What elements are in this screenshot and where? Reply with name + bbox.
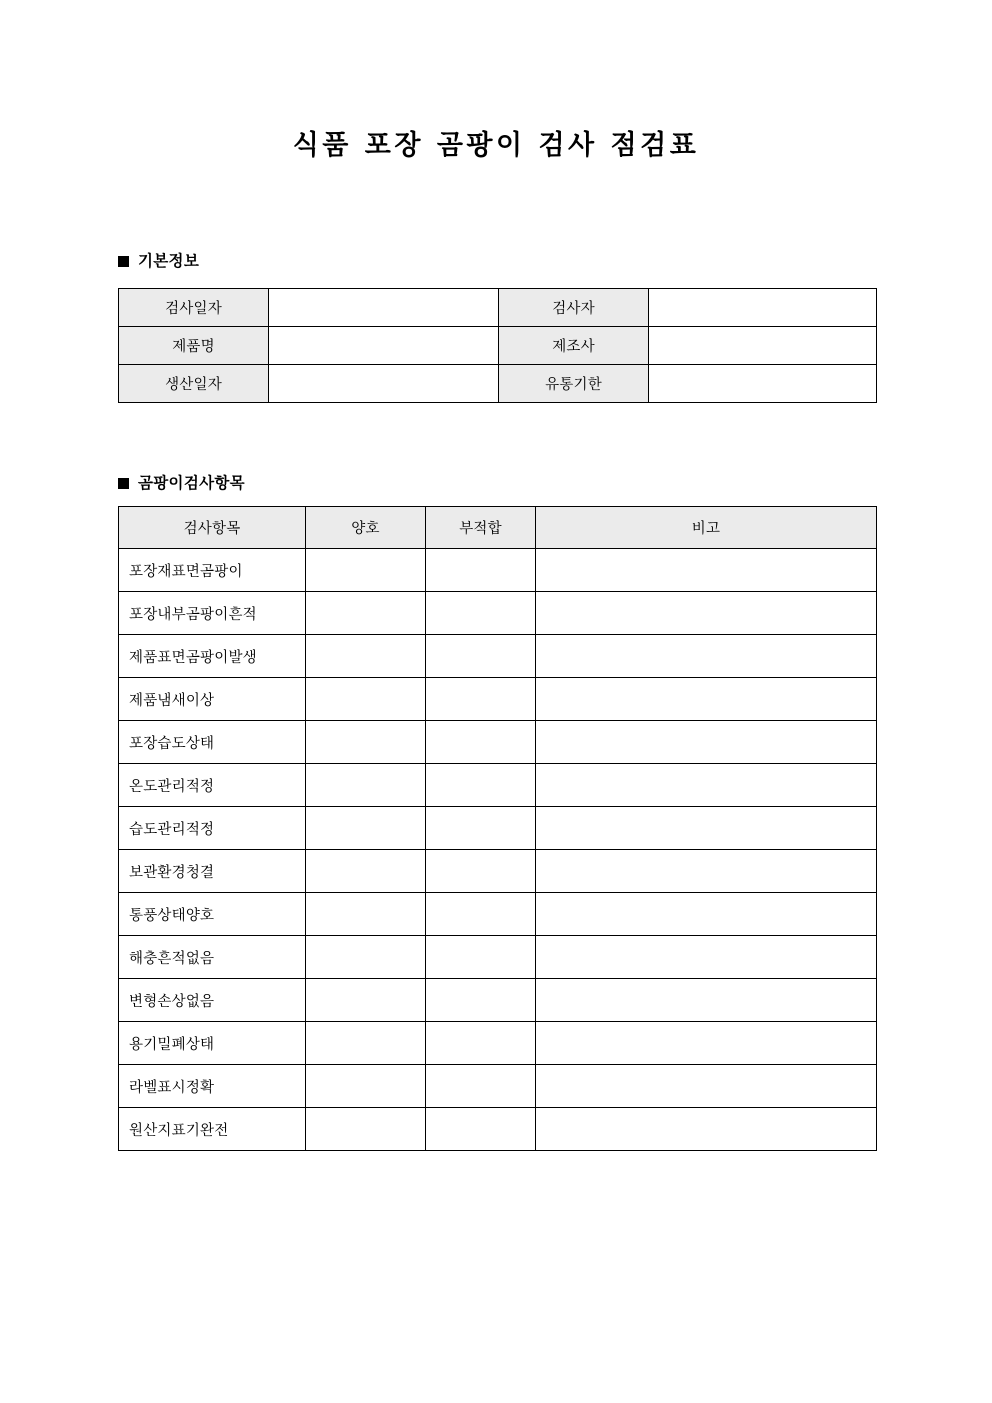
inspection-good-checkbox-cell[interactable]: [306, 635, 426, 678]
inspection-note-cell[interactable]: [536, 1065, 877, 1108]
inspection-note-cell[interactable]: [536, 678, 877, 721]
section-heading-basic-info-label: 기본정보: [138, 252, 200, 270]
inspection-item-label: 포장내부곰팡이흔적: [119, 592, 306, 635]
info-value-inspector[interactable]: [649, 289, 877, 327]
table-header-row: [119, 507, 877, 549]
inspection-note-cell[interactable]: [536, 807, 877, 850]
table-row: [119, 549, 877, 592]
inspection-item-label: 포장습도상태: [119, 721, 306, 764]
column-header-fail: 부적합: [426, 507, 536, 549]
section-heading-inspection-items: [118, 473, 245, 493]
table-row: [119, 592, 877, 635]
inspection-note-cell[interactable]: [536, 592, 877, 635]
inspection-good-checkbox-cell[interactable]: [306, 850, 426, 893]
filled-square-bullet-icon: [118, 478, 129, 489]
inspection-fail-checkbox-cell[interactable]: [426, 678, 536, 721]
inspection-good-checkbox-cell[interactable]: [306, 807, 426, 850]
table-row: [119, 1108, 877, 1151]
info-value-expiry-date[interactable]: [649, 365, 877, 403]
filled-square-bullet-icon: [118, 256, 129, 267]
table-row: [119, 1022, 877, 1065]
inspection-good-checkbox-cell[interactable]: [306, 678, 426, 721]
basic-info-table: [118, 288, 877, 403]
inspection-note-cell[interactable]: [536, 850, 877, 893]
inspection-note-cell[interactable]: [536, 549, 877, 592]
inspection-note-cell[interactable]: [536, 635, 877, 678]
inspection-fail-checkbox-cell[interactable]: [426, 979, 536, 1022]
inspection-note-cell[interactable]: [536, 1022, 877, 1065]
info-value-inspection-date[interactable]: [269, 289, 499, 327]
inspection-item-label: 라벨표시정확: [119, 1065, 306, 1108]
inspection-item-label: 제품냄새이상: [119, 678, 306, 721]
table-row: [119, 327, 877, 365]
inspection-item-label: 습도관리적정: [119, 807, 306, 850]
table-row: [119, 365, 877, 403]
table-row: [119, 936, 877, 979]
inspection-item-label: 변형손상없음: [119, 979, 306, 1022]
inspection-fail-checkbox-cell[interactable]: [426, 764, 536, 807]
table-row: [119, 1065, 877, 1108]
inspection-good-checkbox-cell[interactable]: [306, 893, 426, 936]
table-row: [119, 893, 877, 936]
section-heading-basic-info: [118, 251, 199, 271]
column-header-good: 양호: [306, 507, 426, 549]
info-label-expiry-date: 유통기한: [499, 365, 649, 403]
page-title: 식품 포장 곰팡이 검사 점검표: [292, 130, 700, 161]
inspection-item-label: 해충흔적없음: [119, 936, 306, 979]
inspection-fail-checkbox-cell[interactable]: [426, 592, 536, 635]
table-row: [119, 635, 877, 678]
inspection-note-cell[interactable]: [536, 936, 877, 979]
table-row: [119, 764, 877, 807]
inspection-fail-checkbox-cell[interactable]: [426, 893, 536, 936]
table-row: [119, 678, 877, 721]
table-row: [119, 807, 877, 850]
inspection-item-label: 보관환경청결: [119, 850, 306, 893]
inspection-fail-checkbox-cell[interactable]: [426, 936, 536, 979]
inspection-fail-checkbox-cell[interactable]: [426, 850, 536, 893]
inspection-note-cell[interactable]: [536, 1108, 877, 1151]
inspection-good-checkbox-cell[interactable]: [306, 592, 426, 635]
section-heading-inspection-items-label: 곰팡이검사항목: [138, 474, 245, 492]
inspection-good-checkbox-cell[interactable]: [306, 1022, 426, 1065]
inspection-note-cell[interactable]: [536, 893, 877, 936]
inspection-good-checkbox-cell[interactable]: [306, 721, 426, 764]
inspection-item-label: 원산지표기완전: [119, 1108, 306, 1151]
inspection-item-label: 온도관리적정: [119, 764, 306, 807]
table-row: [119, 850, 877, 893]
inspection-item-label: 제품표면곰팡이발생: [119, 635, 306, 678]
info-value-product-name[interactable]: [269, 327, 499, 365]
info-value-production-date[interactable]: [269, 365, 499, 403]
inspection-fail-checkbox-cell[interactable]: [426, 549, 536, 592]
info-label-production-date: 생산일자: [119, 365, 269, 403]
info-label-inspection-date: 검사일자: [119, 289, 269, 327]
inspection-good-checkbox-cell[interactable]: [306, 764, 426, 807]
inspection-note-cell[interactable]: [536, 764, 877, 807]
table-row: [119, 721, 877, 764]
inspection-good-checkbox-cell[interactable]: [306, 1065, 426, 1108]
inspection-item-label: 용기밀폐상태: [119, 1022, 306, 1065]
inspection-note-cell[interactable]: [536, 721, 877, 764]
column-header-note: 비고: [536, 507, 877, 549]
inspection-item-label: 포장재표면곰팡이: [119, 549, 306, 592]
inspection-good-checkbox-cell[interactable]: [306, 549, 426, 592]
inspection-items-table: [118, 506, 877, 1151]
inspection-fail-checkbox-cell[interactable]: [426, 1108, 536, 1151]
inspection-note-cell[interactable]: [536, 979, 877, 1022]
table-row: [119, 289, 877, 327]
inspection-good-checkbox-cell[interactable]: [306, 936, 426, 979]
info-label-manufacturer: 제조사: [499, 327, 649, 365]
inspection-good-checkbox-cell[interactable]: [306, 979, 426, 1022]
inspection-item-label: 통풍상태양호: [119, 893, 306, 936]
table-row: [119, 979, 877, 1022]
inspection-fail-checkbox-cell[interactable]: [426, 1065, 536, 1108]
inspection-fail-checkbox-cell[interactable]: [426, 1022, 536, 1065]
inspection-good-checkbox-cell[interactable]: [306, 1108, 426, 1151]
info-label-inspector: 검사자: [499, 289, 649, 327]
info-value-manufacturer[interactable]: [649, 327, 877, 365]
info-label-product-name: 제품명: [119, 327, 269, 365]
inspection-fail-checkbox-cell[interactable]: [426, 721, 536, 764]
inspection-fail-checkbox-cell[interactable]: [426, 635, 536, 678]
column-header-item: 검사항목: [119, 507, 306, 549]
inspection-fail-checkbox-cell[interactable]: [426, 807, 536, 850]
